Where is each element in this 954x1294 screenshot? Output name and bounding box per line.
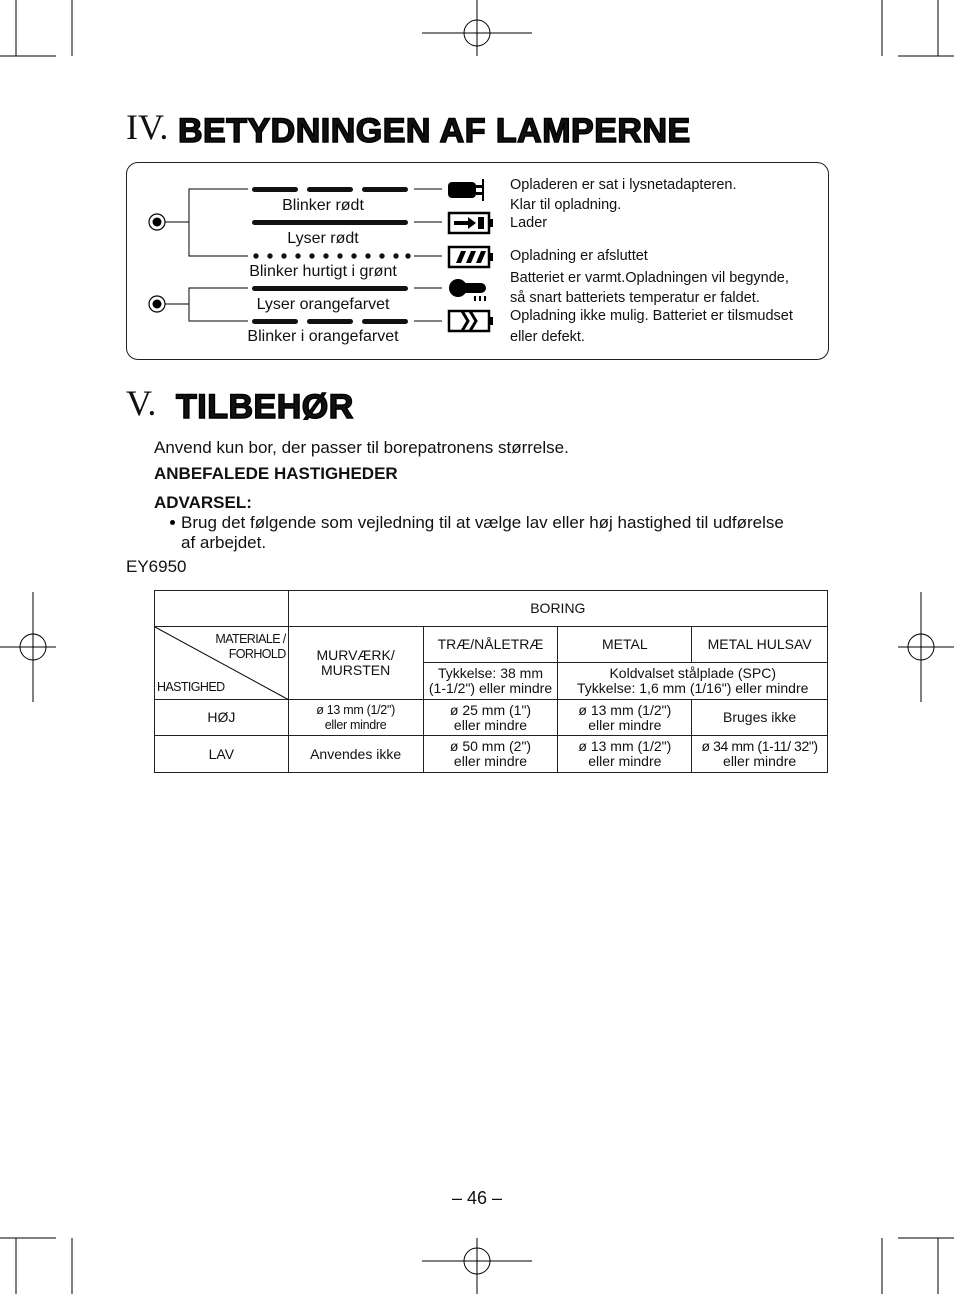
cell-trae-low — [423, 736, 558, 773]
cell-hulsav-high: Bruges ikke — [692, 700, 828, 736]
pattern-dots — [253, 253, 410, 258]
page-number: – 46 – — [451, 1188, 503, 1208]
cell-metal-high — [558, 700, 692, 736]
corner-speed: HASTIGHED — [157, 680, 225, 694]
header-trae: TRÆ/NÅLETRÆ — [423, 627, 558, 663]
lamp-label-blinking-red: Blinker rødt — [282, 197, 364, 214]
thermometer-icon — [449, 279, 486, 301]
condition-line: Tykkelse: 38 mm — [437, 665, 543, 681]
cell-murvaerk-low: Anvendes ikke — [288, 736, 423, 773]
cell-line: ø 34 mm (1-11/ 32") — [701, 738, 818, 754]
condition-line: Tykkelse: 1,6 mm (1/16") eller mindre — [577, 680, 809, 696]
header-murvaerk — [288, 627, 423, 700]
lamp-description: Opladning er afsluttet — [510, 248, 648, 264]
section-5-title: TILBEHØR — [176, 388, 354, 426]
cell-line: eller mindre — [324, 717, 387, 732]
lamp-description: Lader — [510, 215, 548, 231]
cell-hulsav-low — [692, 736, 828, 773]
lamp-description: Opladeren er sat i lysnetadapteren. — [510, 177, 737, 193]
lamp-description: Opladning ikke mulig. Batteriet er tilsmudset — [510, 308, 793, 324]
cell-line: ø 50 mm (2") — [449, 738, 532, 754]
warning-text: Brug det følgende som vejledning til at vælge lav eller høj hastighed til udførelse — [181, 513, 784, 532]
full-battery-icon — [449, 247, 493, 267]
cell-line: ø 13 mm (1/2") — [578, 701, 672, 718]
speed-high: HØJ — [155, 700, 289, 736]
header-boring: BORING — [288, 591, 827, 627]
condition-line: (1-1/2") eller mindre — [428, 680, 553, 696]
intro-text: Anvend kun bor, der passer til borepatronens størrelse. — [154, 438, 569, 457]
subheading: ANBEFALEDE HASTIGHEDER — [154, 464, 398, 483]
lamp-label-fast-green: Blinker hurtigt i grønt — [249, 263, 397, 280]
speed-low: LAV — [155, 736, 289, 773]
lamp-description: eller defekt. — [510, 329, 585, 345]
cell-line: eller mindre — [453, 753, 528, 769]
metal-condition — [558, 663, 828, 700]
broken-battery-icon — [449, 311, 493, 331]
cell-murvaerk-high — [288, 700, 423, 736]
lamp-label-solid-red: Lyser rødt — [287, 230, 359, 247]
plug-icon — [448, 179, 484, 201]
table-blank-cell — [155, 591, 289, 627]
pattern-solid — [252, 220, 408, 225]
header-metal-hulsav: METAL HULSAV — [692, 627, 828, 663]
section-5-numeral: V. — [126, 383, 157, 423]
speed-table — [154, 590, 828, 773]
cell-line: eller mindre — [723, 753, 797, 769]
corner-condition: FORHOLD — [228, 647, 286, 661]
corner-material: MATERIALE / — [215, 632, 286, 646]
lamp-label-blinking-orange: Blinker i orangefarvet — [247, 328, 399, 345]
pattern-dash — [252, 187, 298, 192]
warning-label: ADVARSEL: — [154, 493, 252, 512]
table-row-low — [155, 736, 828, 773]
cell-metal-low — [558, 736, 692, 773]
lamp-label-solid-orange: Lyser orangefarvet — [256, 296, 390, 313]
corner-header-cell — [155, 627, 289, 700]
header-murvaerk-line: MURVÆRK/ — [316, 647, 395, 663]
pattern-dash — [362, 319, 408, 324]
pattern-dash — [307, 187, 353, 192]
lamp-description: Batteriet er varmt.Opladningen vil begynde, — [510, 270, 789, 286]
led-indicator-bottom — [149, 296, 165, 312]
model-number: EY6950 — [126, 557, 187, 576]
pattern-dash — [362, 187, 408, 192]
trae-condition — [423, 663, 558, 700]
condition-line: Koldvalset stålplade (SPC) — [609, 665, 776, 681]
lamp-description: så snart batteriets temperatur er faldet. — [510, 290, 760, 306]
cell-line: ø 13 mm (1/2") — [316, 702, 395, 717]
bullet-icon — [170, 520, 175, 525]
charging-icon — [449, 213, 493, 233]
cell-line: eller mindre — [588, 753, 662, 769]
warning-text: af arbejdet. — [181, 533, 267, 552]
cell-line: ø 13 mm (1/2") — [578, 738, 672, 754]
pattern-solid — [252, 286, 408, 291]
cell-line: eller mindre — [453, 716, 528, 733]
cell-line: ø 25 mm (1") — [449, 701, 532, 718]
header-murvaerk-line: MURSTEN — [320, 662, 391, 678]
cell-line: eller mindre — [588, 716, 662, 733]
pattern-dash — [252, 319, 298, 324]
section-4-title: BETYDNINGEN AF LAMPERNE — [178, 112, 691, 150]
table-row-high — [155, 700, 828, 736]
pattern-dash — [307, 319, 353, 324]
cell-trae-high — [423, 700, 558, 736]
lamp-description: Klar til opladning. — [510, 197, 622, 213]
led-indicator-top — [149, 214, 165, 230]
header-metal: METAL — [558, 627, 692, 663]
section-4-numeral: IV. — [126, 107, 169, 147]
